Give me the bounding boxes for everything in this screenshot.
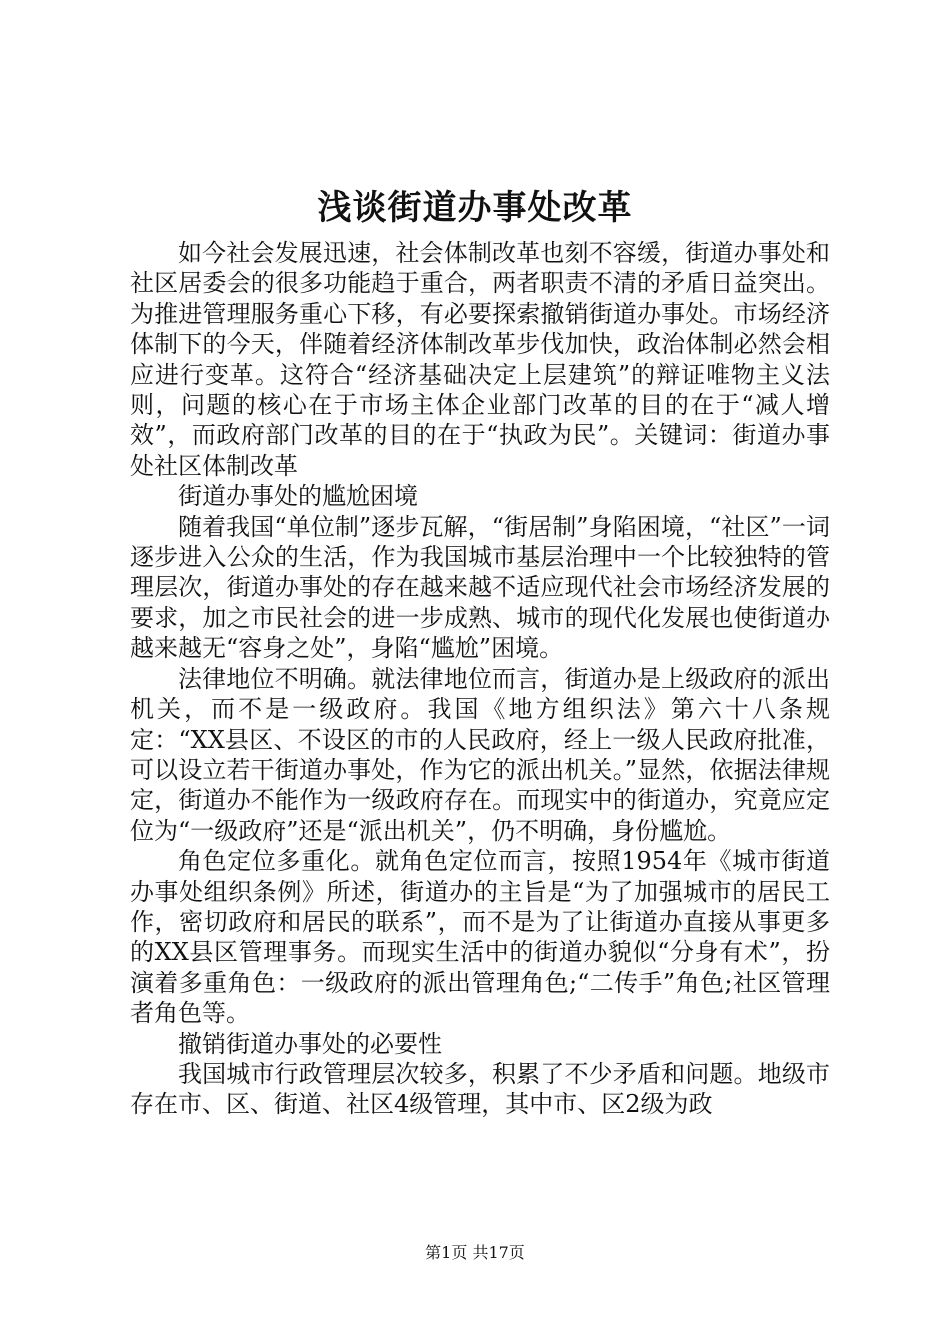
paragraph-role-positioning: 角色定位多重化。就角色定位而言，按照1954年《城市街道办事处组织条例》所述，街道办的主旨是“为了加强城市的居民工作，密切政府和居民的联系”，而不是为了让街道办直接从事更多的XX县区管理事务。而现实生活中的街道办貌似“分身有术”，扮演着多重角色：一级政府的派出管理角色;“二传手”角色;社区管理者角色等。 [130,847,830,1028]
paragraph-necessity: 我国城市行政管理层次较多，积累了不少矛盾和问题。地级市存在市、区、街道、社区4级管理，其中市、区2级为政 [130,1059,830,1119]
paragraph-intro: 如今社会发展迅速，社会体制改革也刻不容缓，街道办事处和社区居委会的很多功能趋于重合，两者职责不清的矛盾日益突出。为推进管理服务重心下移，有必要探索撤销街道办事处。市场经济体制下的今天，伴随着经济体制改革步伐加快，政治体制必然会相应进行变革。这符合“经济基础决定上层建筑”的辩证唯物主义法则，问题的核心在于市场主体企业部门改革的目的在于“减人增效”，而政府部门改革的目的在于“执政为民”。关键词：街道办事处社区体制改革 [130,239,830,480]
page-footer: 第1页 共17页 [425,1243,525,1262]
paragraph-legal-status: 法律地位不明确。就法律地位而言，街道办是上级政府的派出机关，而不是一级政府。我国《地方组织法》第六十八条规定：“XX县区、不设区的市的人民政府，经上一级人民政府批准，可以设立若干街道办事处，作为它的派出机关。”显然，依据法律规定，街道办不能作为一级政府存在。而现实中的街道办，究竟应定位为“一级政府”还是“派出机关”，仍不明确，身份尴尬。 [130,664,830,845]
document-body [130,238,830,1120]
document-title: 浅谈街道办事处改革 [317,188,633,228]
section-heading-dilemma: 街道办事处的尴尬困境 [178,482,418,511]
section-heading-necessity: 撤销街道办事处的必要性 [178,1029,442,1058]
paragraph-dilemma: 随着我国“单位制”逐步瓦解，“街居制”身陷困境，“社区”一词逐步进入公众的生活，作为我国城市基层治理中一个比较独特的管理层次，街道办事处的存在越来越不适应现代社会市场经济发展的要求，加之市民社会的进一步成熟、城市的现代化发展也使街道办越来越无“容身之处”，身陷“尴尬”困境。 [130,512,830,663]
